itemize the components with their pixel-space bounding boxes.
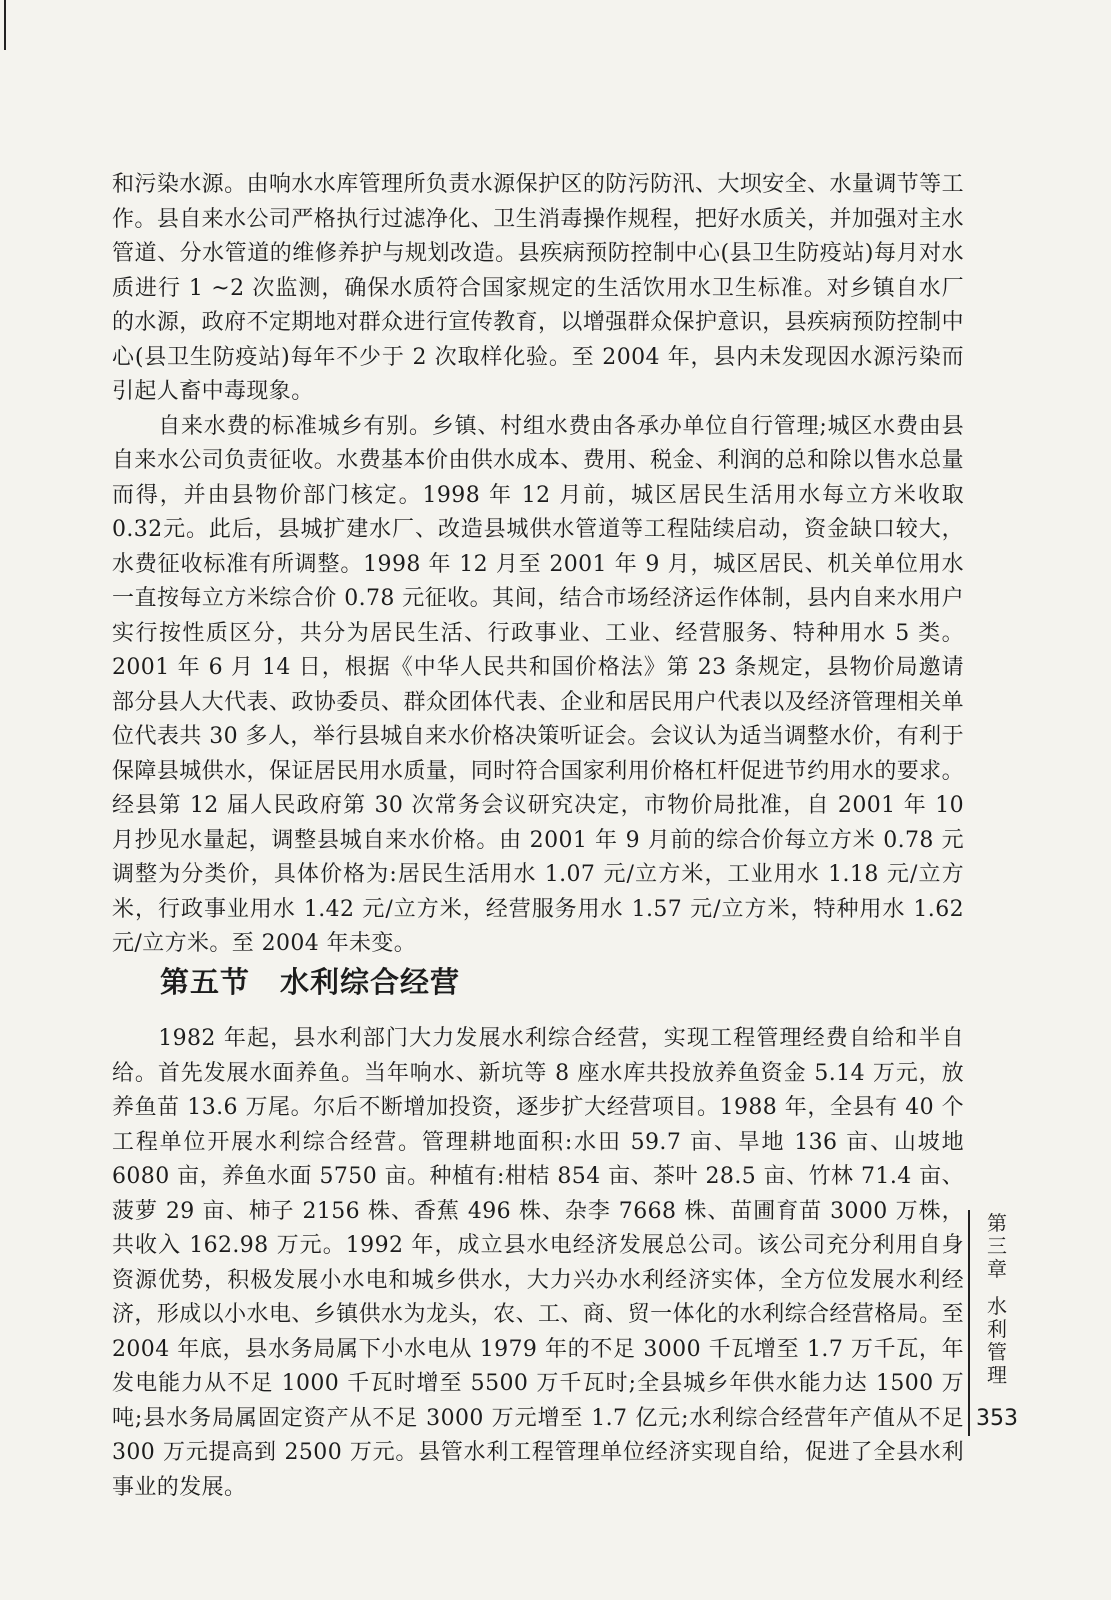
topic-char: 利 <box>987 1317 1007 1341</box>
page-number: 353 <box>976 1406 1018 1431</box>
body-text-bottom <box>112 1022 964 1505</box>
chapter-side-tab <box>984 1212 1010 1387</box>
topic-char: 理 <box>987 1363 1007 1387</box>
section-heading <box>160 960 460 1001</box>
paragraph-comprehensive-operations: 1982 年起，县水利部门大力发展水利综合经营，实现工程管理经费自给和半自给。首先发展水面养鱼。当年响水、新坑等 8 座水库共投放养鱼资金 5.14 万元，放养鱼苗 13.6 万尾。尔后不断增加投资，逐步扩大经营项目。1988 年，全县有 40 个工程单位开展水利综合经营。管理耕地面积:水田 59.7 亩、旱地 136 亩、山坡地 6080 亩，养鱼水面 5750 亩。种植有:柑桔 854 亩、茶叶 28.5 亩、竹林 71.4 亩、菠萝 29 亩、柿子 2156 株、香蕉 496 株、杂李 7668 株、苗圃育苗 3000 万株，共收入 162.98 万元。1992 年，成立县水电经济发展总公司。该公司充分利用自身资源优势，积极发展小水电和城乡供水，大力兴办水利经济实体，全方位发展水利经济，形成以小水电、乡镇供水为龙头，农、工、商、贸一体化的水利综合经营格局。至 2004 年底，县水务局属下小水电从 1979 年的不足 3000 千瓦增至 1.7 万千瓦，年发电能力从不足 1000 千瓦时增至 5500 万千瓦时;全县城乡年供水能力达 1500 万吨;县水务局属固定资产从不足 3000 万元增至 1.7 亿元;水利综合经营年产值从不足 300 万元提高到 2500 万元。县管水利工程管理单位经济实现自给，促进了全县水利事业的发展。 <box>112 1026 964 1500</box>
paragraph-water-source-protection: 和污染水源。由响水水库管理所负责水源保护区的防污防汛、大坝安全、水量调节等工作。县自来水公司严格执行过滤净化、卫生消毒操作规程，把好水质关，并加强对主水管道、分水管道的维修养护与规划改造。县疾病预防控制中心(县卫生防疫站)每月对水质进行 1 ~2 次监测，确保水质符合国家规定的生活饮用水卫生标准。对乡镇自水厂的水源，政府不定期地对群众进行宣传教育，以增强群众保护意识，县疾病预防控制中心(县卫生防疫站)每年不少于 2 次取样化验。至 2004 年，县内未发现因水源污染而引起人畜中毒现象。 <box>112 172 964 404</box>
paragraph-water-fees: 自来水费的标准城乡有别。乡镇、村组水费由各承办单位自行管理;城区水费由县自来水公司负责征收。水费基本价由供水成本、费用、税金、利润的总和除以售水总量而得，并由县物价部门核定。1998 年 12 月前，城区居民生活用水每立方米收取0.32元。此后，县城扩建水厂、改造县城供水管道等工程陆续启动，资金缺口较大，水费征收标准有所调整。1998 年 12 月至 2001 年 9 月，城区居民、机关单位用水一直按每立方米综合价 0.78 元征收。其间，结合市场经济运作体制，县内自来水用户实行按性质区分，共分为居民生活、行政事业、工业、经营服务、特种用水 5 类。2001 年 6 月 14 日，根据《中华人民共和国价格法》第 23 条规定，县物价局邀请部分县人大代表、政协委员、群众团体代表、企业和居民用户代表以及经济管理相关单位代表共 30 多人，举行县城自来水价格决策听证会。会议认为适当调整水价，有利于保障县城供水，保证居民用水质量，同时符合国家利用价格杠杆促进节约用水的要求。经县第 12 届人民政府第 30 次常务会议研究决定，市物价局批准，自 2001 年 10 月抄见水量起，调整县城自来水价格。由 2001 年 9 月前的综合价每立方米 0.78 元调整为分类价，具体价格为:居民生活用水 1.07 元/立方米，工业用水 1.18 元/立方米，行政事业用水 1.42 元/立方米，经营服务用水 1.57 元/立方米，特种用水 1.62 元/立方米。至 2004 年未变。 <box>112 413 964 956</box>
topic-char: 水 <box>987 1294 1007 1318</box>
chapter-char: 第 <box>987 1211 1007 1235</box>
chapter-char: 章 <box>987 1257 1007 1281</box>
chapter-char: 三 <box>987 1234 1007 1258</box>
binding-edge-line <box>4 0 6 50</box>
body-text-top <box>112 168 964 962</box>
topic-char: 管 <box>987 1340 1007 1364</box>
side-tab-rule <box>968 1210 970 1436</box>
section-number: 第五节 <box>160 965 251 999</box>
section-title: 水利综合经营 <box>280 965 461 999</box>
